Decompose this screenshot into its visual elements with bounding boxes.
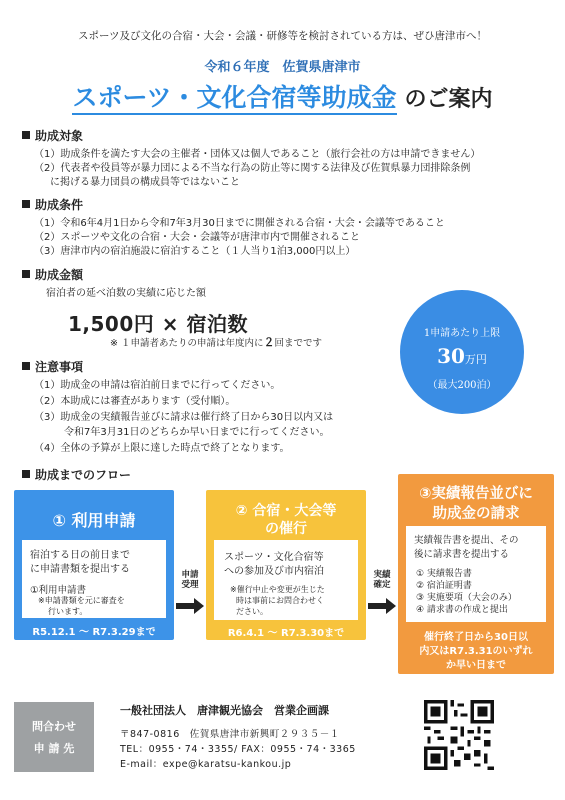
step1-title: ① 利用申請 (52, 511, 136, 530)
notes-line: （1）助成金の申請は宿泊前日までに行ってください。 (34, 380, 281, 391)
step2-note: ※催行中止や変更が生じた (230, 585, 325, 594)
step2-title: ② 合宿・大会等 (235, 503, 337, 519)
step1-note: ※申請書類を元に審査を (38, 596, 125, 605)
step2-note: 時は事前にお問合わせく (236, 596, 324, 605)
title-suffix: のご案内 (404, 87, 493, 112)
flow-step-application (14, 490, 174, 640)
organization-name: 一般社団法人 唐津観光協会 営業企画課 (120, 704, 329, 717)
contact-phone: TEL：0955・74・3355/ FAX：0955・74・3365 (120, 744, 356, 755)
conditions-line: （1）令和6年4月1日から令和7年3月30日までに開催される合宿・大会・会議等であること (34, 218, 445, 229)
step3-title: 助成金の請求 (432, 506, 520, 522)
step2-content (214, 540, 358, 620)
square-bullet-icon (22, 200, 30, 208)
limit-badge-label: 1申請あたり上限 (423, 328, 501, 339)
square-bullet-icon (22, 470, 30, 478)
step3-deadline: 催行終了日から30日以 (424, 632, 528, 643)
notes-line: （3）助成金の実績報告並びに請求は催行終了日から30日以内又は (34, 412, 334, 423)
intro-text: スポーツ及び文化の合宿・大会・会議・研修等を検討されている方は、ぜひ唐津市へ！ (77, 30, 488, 42)
step3-deadline: 内又はR7.3.31のいずれ (419, 646, 533, 657)
contact-tag: 問合わせ 申 請 先 (14, 702, 94, 772)
contact-address: 〒847-0816 佐賀県唐津市新興町２９３５－１ (120, 729, 340, 740)
step2-desc: への参加及び市内宿泊 (224, 566, 324, 577)
page-title (0, 78, 565, 114)
title-main: スポーツ・文化合宿等助成金 (72, 83, 396, 115)
section-amount-heading: 助成金額 (22, 266, 83, 283)
eligibility-line: に掲げる暴力団員の構成員等ではないこと (50, 177, 240, 188)
step1-content (22, 540, 166, 618)
step1-desc: 宿泊する日の前日まで (30, 550, 130, 561)
subtitle: 令和６年度 佐賀県唐津市 (204, 60, 361, 75)
section-eligibility-heading: 助成対象 (22, 127, 83, 144)
flow-step-event (206, 490, 366, 640)
flow-step-report (398, 474, 554, 674)
step3-item: ① 実績報告書 (416, 569, 472, 579)
conditions-line: （2）スポーツや文化の合宿・大会・会議等が唐津市内で開催されること (34, 232, 360, 243)
eligibility-line: （1）助成条件を満たす大会の主催者・団体又は個人であること（旅行会社の方は申請できません） (34, 149, 481, 160)
step2-title: の催行 (265, 521, 307, 537)
square-bullet-icon (22, 362, 30, 370)
step2-desc: スポーツ・文化合宿等 (224, 552, 324, 563)
limit-badge-amount: 30万円 (437, 344, 487, 368)
amount-note: ※ １申請者あたりの申請は年度内に２回までです (110, 336, 322, 349)
step3-deadline: か早い日まで (446, 660, 506, 671)
step1-period: R5.12.1 ～ R7.3.29まで (32, 627, 156, 638)
step3-content (406, 526, 546, 622)
step1-document: ①利用申請書 (30, 585, 87, 596)
limit-badge-max: （最大200泊） (427, 380, 497, 391)
arrow-right-icon (368, 598, 396, 614)
section-flow-heading: 助成までのフロー (22, 466, 131, 483)
notes-line: （4）全体の予算が上限に達した時点で終了となります。 (34, 443, 290, 454)
contact-email[interactable]: E-mail：expe@karatsu-kankou.jp (120, 759, 292, 770)
step2-period: R6.4.1 ～ R7.3.30まで (227, 628, 345, 639)
step3-item: ② 宿泊証明書 (416, 581, 472, 591)
notes-line: （2）本助成には審査があります（受付順）。 (34, 396, 236, 407)
step2-note: ださい。 (236, 607, 268, 616)
conditions-line: （3）唐津市内の宿泊施設に宿泊すること（１人当り1泊3,000円以上） (34, 246, 356, 257)
arrow-label-confirmed: 実績 確定 (373, 570, 391, 591)
notes-line: 令和7年3月31日のどちらか早い日までに行ってください。 (64, 427, 330, 438)
arrow-right-icon (176, 598, 204, 614)
square-bullet-icon (22, 270, 30, 278)
step3-desc: 後に請求書を提出する (414, 549, 510, 560)
step3-item: ④ 請求書の作成と提出 (416, 605, 508, 615)
step1-desc: に申請書類を提出する (30, 564, 130, 575)
step3-item: ③ 実施要項（大会のみ） (416, 593, 517, 603)
square-bullet-icon (22, 131, 30, 139)
step3-title: ③実績報告並びに (419, 486, 533, 502)
amount-formula: 1,500円 × 宿泊数 (68, 312, 248, 336)
arrow-label-accepted: 申請 受理 (181, 570, 199, 591)
eligibility-line: （2）代表者や役員等が暴力団による不当な行為の防止等に関する法律及び佐賀県暴力団排除条例 (34, 163, 471, 174)
section-notes-heading: 注意事項 (22, 358, 83, 375)
qr-code-icon (424, 700, 494, 770)
section-conditions-heading: 助成条件 (22, 196, 83, 213)
step1-note: 行います。 (48, 607, 88, 616)
amount-description: 宿泊者の延べ泊数の実績に応じた額 (46, 288, 206, 299)
step3-desc: 実績報告書を提出、その (414, 535, 519, 546)
limit-badge (400, 290, 524, 414)
